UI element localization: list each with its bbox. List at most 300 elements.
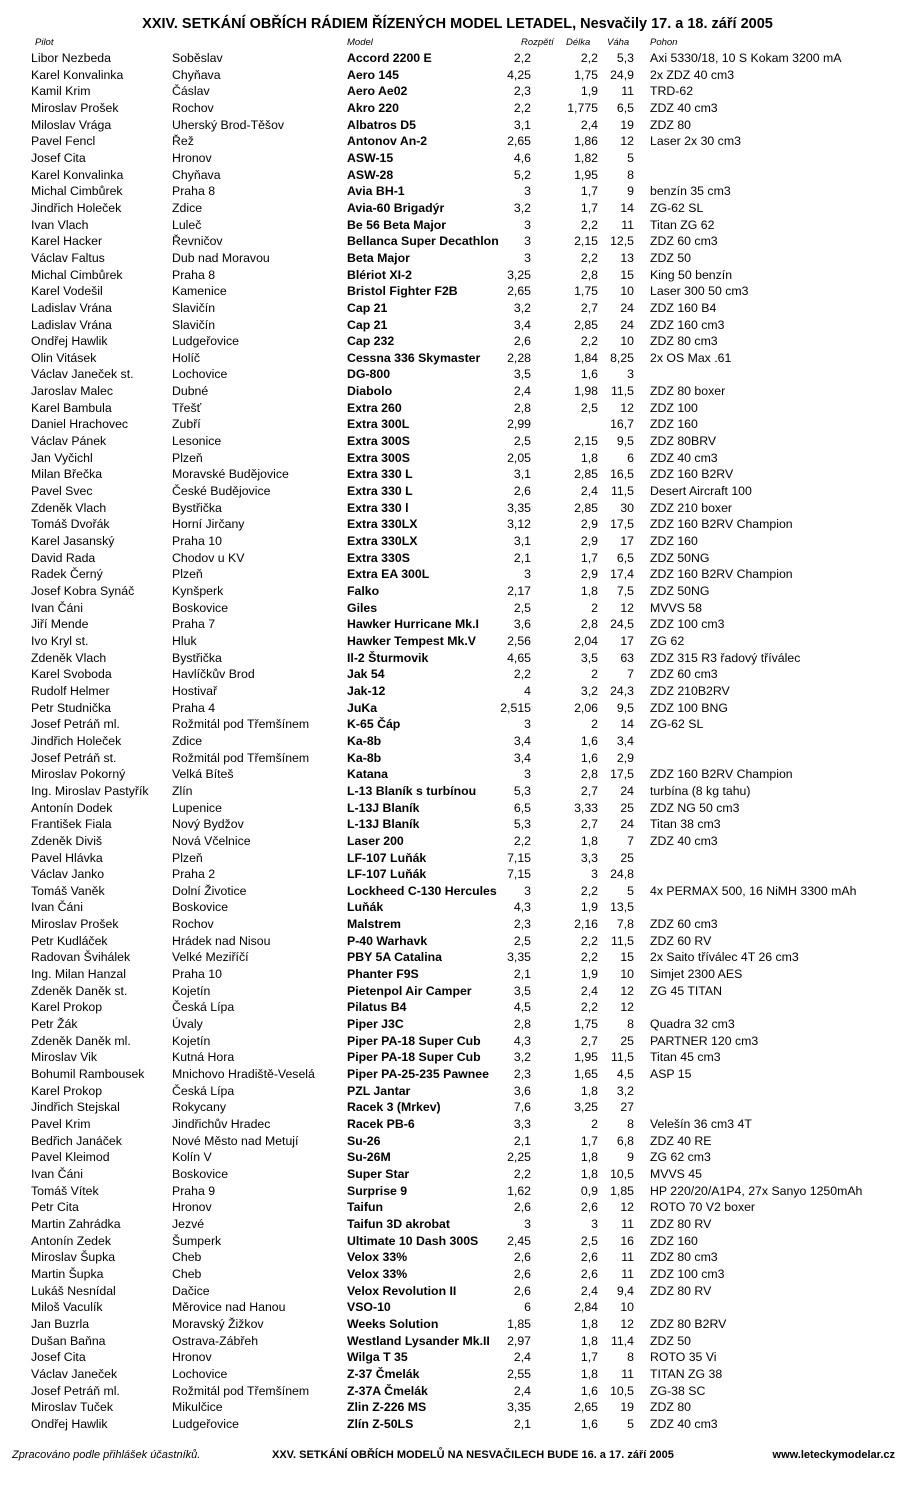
pilot-cell: Miroslav Prošek [31, 100, 119, 115]
span-cell: 3,6 [513, 617, 531, 632]
weight-cell: 24 [620, 783, 634, 798]
weight-cell: 10 [620, 1300, 634, 1315]
engine-cell: ZG 62 [650, 633, 685, 648]
model-cell: Blériot XI-2 [347, 267, 412, 282]
span-cell: 3,35 [507, 1400, 531, 1415]
length-cell: 2,06 [574, 700, 598, 715]
model-cell: P-40 Warhavk [347, 933, 428, 948]
model-cell: VSO-10 [347, 1300, 391, 1315]
length-cell: 1,775 [567, 100, 598, 115]
model-cell: Extra 330 l [347, 500, 409, 515]
weight-cell: 8 [627, 1350, 634, 1365]
pilot-cell: Petr Kudláček [31, 933, 108, 948]
pilot-cell: Zdeněk Daněk ml. [31, 1033, 131, 1048]
span-cell: 5,2 [513, 167, 531, 182]
engine-cell: ZDZ 40 cm3 [650, 100, 718, 115]
length-cell: 1,65 [574, 1067, 598, 1082]
table-row [0, 800, 915, 817]
model-cell: Extra EA 300L [347, 567, 430, 582]
pilot-cell: Petr Studnička [31, 700, 111, 715]
model-cell: Zlin Z-226 MS [347, 1400, 427, 1415]
engine-cell: ASP 15 [650, 1067, 692, 1082]
model-cell: Lockheed C-130 Hercules [347, 883, 497, 898]
engine-cell: ZDZ 100 [650, 400, 698, 415]
town-cell: Slavičín [172, 317, 216, 332]
span-cell: 2,6 [513, 484, 531, 499]
town-cell: Rochov [172, 917, 214, 932]
length-cell: 2 [591, 667, 598, 682]
model-cell: Be 56 Beta Major [347, 217, 447, 232]
span-cell: 2,8 [513, 400, 531, 415]
town-cell: Praha 7 [172, 617, 216, 632]
town-cell: Rochov [172, 100, 214, 115]
model-cell: PZL Jantar [347, 1083, 411, 1098]
weight-cell: 12 [620, 400, 634, 415]
weight-cell: 11,4 [610, 1333, 634, 1348]
length-cell: 2,7 [580, 817, 598, 832]
engine-cell: ZDZ 60 RV [650, 933, 712, 948]
span-cell: 3,3 [513, 1117, 531, 1131]
town-cell: Ostrava-Zábřeh [172, 1333, 259, 1348]
weight-cell: 4,5 [616, 1067, 634, 1082]
footer [0, 1449, 915, 1465]
town-cell: Praha 9 [172, 1183, 216, 1198]
length-cell: 1,7 [580, 184, 598, 199]
weight-cell: 19 [620, 117, 634, 132]
pilot-cell: David Rada [31, 550, 96, 565]
weight-cell: 10 [620, 967, 634, 982]
pilot-cell: Miloslav Vrága [31, 117, 112, 132]
pilot-cell: Olin Vitásek [31, 350, 97, 365]
model-cell: Ka-8b [347, 733, 382, 748]
town-cell: Chyňava [172, 167, 221, 182]
town-cell: Rožmitál pod Třemšínem [172, 750, 310, 765]
length-cell: 3,5 [580, 650, 598, 665]
model-cell: Extra 330 L [347, 467, 413, 482]
span-cell: 3,2 [513, 200, 531, 215]
weight-cell: 10 [620, 334, 634, 349]
model-cell: L-13 Blaník s turbínou [347, 783, 477, 798]
engine-cell: ZDZ 160 [650, 417, 698, 432]
weight-cell: 11,5 [610, 484, 634, 499]
pilot-cell: Michal Cimbůrek [31, 267, 123, 282]
weight-cell: 12 [620, 1316, 634, 1331]
pilot-cell: Radovan Švihálek [31, 950, 131, 965]
length-cell: 3,33 [574, 800, 598, 815]
town-cell: Zlín [172, 783, 193, 798]
length-cell: 2,8 [580, 267, 598, 282]
pilot-cell: Pavel Kleimod [31, 1150, 110, 1165]
model-cell: Taifun [347, 1200, 383, 1215]
table-row [0, 1216, 915, 1233]
town-cell: Praha 8 [172, 267, 216, 282]
weight-cell: 17 [620, 633, 634, 648]
model-cell: Z-37 Čmelák [347, 1366, 420, 1381]
span-cell: 3,35 [507, 950, 531, 965]
engine-cell: ROTO 70 V2 boxer [650, 1200, 756, 1215]
engine-cell: ZDZ 100 BNG [650, 700, 728, 715]
span-cell: 5,3 [513, 817, 531, 832]
pilot-cell: Libor Nezbeda [31, 51, 111, 65]
table-row [0, 1299, 915, 1316]
table-row [0, 933, 915, 950]
pilot-cell: Ondřej Hawlik [31, 334, 108, 349]
length-cell: 2,6 [580, 1266, 598, 1281]
length-cell: 1,9 [580, 900, 598, 915]
town-cell: Cheb [172, 1250, 202, 1265]
table-row [0, 766, 915, 783]
table-row [0, 516, 915, 533]
table-row [0, 550, 915, 567]
pilot-cell: Zdeněk Vlach [31, 650, 107, 665]
town-cell: Mnichovo Hradiště-Veselá [172, 1067, 315, 1082]
model-cell: Westland Lysander Mk.II [347, 1333, 490, 1348]
engine-cell: ZDZ 100 cm3 [650, 1266, 725, 1281]
model-cell: Avia-60 Brigadýr [347, 200, 445, 215]
model-cell: PBY 5A Catalina [347, 950, 442, 965]
town-cell: Rožmitál pod Třemšínem [172, 1383, 310, 1398]
span-cell: 2,5 [513, 933, 531, 948]
town-cell: Boskovice [172, 1166, 229, 1181]
weight-cell: 11 [621, 1250, 634, 1265]
weight-cell: 3,4 [616, 733, 634, 748]
weight-cell: 24 [620, 317, 634, 332]
pilot-cell: Václav Janko [31, 867, 105, 882]
header-model: Model [347, 37, 373, 48]
footer-website[interactable]: www.leteckymodelar.cz [772, 1449, 895, 1461]
weight-cell: 11 [621, 1266, 634, 1281]
model-cell: DG-800 [347, 367, 391, 382]
weight-cell: 24 [620, 817, 634, 832]
engine-cell: Quadra 32 cm3 [650, 1017, 735, 1032]
span-cell: 2,2 [513, 100, 531, 115]
model-cell: Extra 300L [347, 417, 410, 432]
length-cell: 2,7 [580, 783, 598, 798]
span-cell: 4,3 [513, 1033, 531, 1048]
table-row [0, 700, 915, 717]
table-row [0, 616, 915, 633]
table-row [0, 1049, 915, 1066]
table-row [0, 250, 915, 267]
weight-cell: 14 [620, 200, 634, 215]
length-cell: 2,8 [580, 767, 598, 782]
engine-cell: ROTO 35 Vi [650, 1350, 717, 1365]
table-row [0, 133, 915, 150]
span-cell: 2,1 [513, 1416, 531, 1431]
engine-cell: Titan 38 cm3 [650, 817, 721, 832]
span-cell: 3,6 [513, 1083, 531, 1098]
table-row [0, 833, 915, 850]
length-cell: 1,9 [580, 967, 598, 982]
town-cell: Hluk [172, 633, 197, 648]
table-row [0, 983, 915, 1000]
length-cell: 0,9 [580, 1183, 598, 1198]
span-cell: 3,12 [507, 517, 531, 532]
weight-cell: 8,25 [610, 350, 634, 365]
town-cell: Plzeň [172, 850, 203, 865]
model-cell: Avia BH-1 [347, 184, 405, 199]
span-cell: 3,35 [507, 500, 531, 515]
table-row [0, 117, 915, 134]
town-cell: Velké Meziříčí [172, 950, 249, 965]
engine-cell: ZDZ 40 RE [650, 1133, 712, 1148]
pilot-cell: Karel Hacker [31, 234, 103, 249]
span-cell: 2,65 [507, 134, 531, 149]
length-cell: 1,8 [580, 1083, 598, 1098]
length-cell: 1,75 [574, 1017, 598, 1032]
pilot-cell: Karel Prokop [31, 1083, 103, 1098]
model-cell: Piper J3C [347, 1017, 404, 1032]
model-cell: L-13J Blaník [347, 800, 420, 815]
town-cell: Bystřička [172, 500, 222, 515]
model-cell: Su-26M [347, 1150, 391, 1165]
participant-table [0, 50, 915, 1432]
engine-cell: ZDZ 80 [650, 1400, 691, 1415]
model-cell: Cap 21 [347, 300, 388, 315]
length-cell: 1,6 [580, 750, 598, 765]
pilot-cell: Radek Černý [31, 567, 103, 582]
span-cell: 2,6 [513, 1250, 531, 1265]
table-row [0, 566, 915, 583]
model-cell: Cap 21 [347, 317, 388, 332]
table-row [0, 466, 915, 483]
table-row [0, 1366, 915, 1383]
table-row [0, 1033, 915, 1050]
model-cell: Jak-12 [347, 683, 386, 698]
town-cell: Zdice [172, 200, 203, 215]
length-cell: 2,4 [580, 1283, 598, 1298]
model-cell: Extra 330LX [347, 517, 418, 532]
engine-cell: ZDZ 80 RV [650, 1216, 712, 1231]
footer-note: Zpracováno podle přihlášek účastníků. [12, 1449, 201, 1461]
weight-cell: 11,5 [610, 933, 634, 948]
table-row [0, 167, 915, 184]
engine-cell: Simjet 2300 AES [650, 967, 743, 982]
pilot-cell: Karel Jasanský [31, 534, 115, 549]
table-row [0, 300, 915, 317]
table-row [0, 583, 915, 600]
engine-cell: ZG-62 SL [650, 200, 704, 215]
table-row [0, 100, 915, 117]
weight-cell: 11,5 [610, 384, 634, 399]
weight-cell: 24,5 [610, 617, 634, 632]
town-cell: Chyňava [172, 67, 221, 82]
pilot-cell: Bedřich Janáček [31, 1133, 122, 1148]
weight-cell: 5 [627, 1416, 634, 1431]
table-row [0, 716, 915, 733]
weight-cell: 16 [620, 1233, 634, 1248]
weight-cell: 11 [621, 217, 634, 232]
span-cell: 2,3 [513, 917, 531, 932]
table-row [0, 1066, 915, 1083]
pilot-cell: Karel Bambula [31, 400, 112, 415]
table-row [0, 866, 915, 883]
engine-cell: ZDZ 80 [650, 117, 691, 132]
pilot-cell: Jindřich Holeček [31, 200, 122, 215]
town-cell: Velká Bíteš [172, 767, 234, 782]
weight-cell: 15 [620, 267, 634, 282]
length-cell: 2,15 [574, 434, 598, 449]
model-cell: Zlín Z-50LS [347, 1416, 414, 1431]
weight-cell: 3 [627, 367, 634, 382]
weight-cell: 12 [620, 600, 634, 615]
engine-cell: ZDZ 160 B2RV Champion [650, 517, 793, 532]
engine-cell: ZDZ 40 cm3 [650, 833, 718, 848]
pilot-cell: Ivo Kryl st. [31, 633, 89, 648]
town-cell: Dubné [172, 384, 209, 399]
model-cell: Velox Revolution II [347, 1283, 457, 1298]
weight-cell: 17,5 [610, 517, 634, 532]
table-row [0, 683, 915, 700]
model-cell: Ka-8b [347, 750, 382, 765]
pilot-cell: Josef Petráň st. [31, 750, 117, 765]
model-cell: Taifun 3D akrobat [347, 1216, 450, 1231]
pilot-cell: Petr Žák [31, 1017, 78, 1032]
footer-announcement: XXV. SETKÁNÍ OBŘÍCH MODELŮ NA NESVAČILECH BUDE 16. a 17. září 2005 [272, 1449, 674, 1461]
model-cell: Extra 330LX [347, 534, 418, 549]
span-cell: 2,3 [513, 1067, 531, 1082]
table-row [0, 1116, 915, 1133]
pilot-cell: Karel Prokop [31, 1000, 103, 1015]
engine-cell: ZDZ 80 RV [650, 1283, 712, 1298]
weight-cell: 63 [620, 650, 634, 665]
column-headers [0, 37, 915, 49]
weight-cell: 17,5 [610, 767, 634, 782]
model-cell: ASW-28 [347, 167, 394, 182]
span-cell: 3,25 [507, 267, 531, 282]
length-cell: 3 [591, 867, 598, 882]
engine-cell: Axi 5330/18, 10 S Kokam 3200 mA [650, 51, 842, 65]
span-cell: 3 [524, 1216, 531, 1231]
length-cell: 2,2 [580, 950, 598, 965]
pilot-cell: Josef Cita [31, 1350, 86, 1365]
town-cell: Čáslav [172, 84, 210, 99]
pilot-cell: Jindřich Stejskal [31, 1100, 120, 1115]
table-row [0, 1283, 915, 1300]
pilot-cell: Josef Petráň ml. [31, 1383, 120, 1398]
town-cell: Ludgeřovice [172, 1416, 239, 1431]
table-row [0, 949, 915, 966]
town-cell: Lesonice [172, 434, 222, 449]
model-cell: Beta Major [347, 250, 410, 265]
length-cell: 2,85 [574, 467, 598, 482]
span-cell: 5,3 [513, 783, 531, 798]
model-cell: Piper PA-25-235 Pawnee [347, 1067, 489, 1082]
model-cell: Pietenpol Air Camper [347, 983, 472, 998]
pilot-cell: Josef Kobra Synáč [31, 584, 135, 598]
town-cell: Česká Lípa [172, 1083, 235, 1098]
model-cell: LF-107 Luňák [347, 867, 427, 882]
town-cell: Nový Bydžov [172, 817, 244, 832]
weight-cell: 9,4 [616, 1283, 634, 1298]
town-cell: Kolín V [172, 1150, 212, 1165]
model-cell: Weeks Solution [347, 1316, 439, 1331]
weight-cell: 12 [620, 983, 634, 998]
length-cell: 2,7 [580, 1033, 598, 1048]
town-cell: Hostivař [172, 683, 218, 698]
length-cell: 1,6 [580, 367, 598, 382]
pilot-cell: Miloš Vaculík [31, 1300, 103, 1315]
pilot-cell: Zdeněk Daněk st. [31, 983, 128, 998]
weight-cell: 24 [620, 300, 634, 315]
span-cell: 6,5 [513, 800, 531, 815]
model-cell: Extra 300S [347, 450, 410, 465]
length-cell: 2,4 [580, 983, 598, 998]
length-cell: 1,75 [574, 67, 598, 82]
engine-cell: Laser 2x 30 cm3 [650, 134, 741, 149]
engine-cell: ZDZ 80 boxer [650, 384, 726, 399]
weight-cell: 5 [627, 883, 634, 898]
town-cell: Rokycany [172, 1100, 226, 1115]
table-row [0, 1183, 915, 1200]
town-cell: Kamenice [172, 284, 227, 299]
engine-cell: TRD-62 [650, 84, 694, 99]
span-cell: 2,1 [513, 967, 531, 982]
town-cell: Kojetín [172, 1033, 211, 1048]
table-row [0, 350, 915, 367]
pilot-cell: Bohumil Rambousek [31, 1067, 145, 1082]
pilot-cell: Jan Buzrla [31, 1316, 90, 1331]
engine-cell: ZDZ 315 R3 řadový tříválec [650, 650, 801, 665]
engine-cell: MVVS 45 [650, 1166, 702, 1181]
span-cell: 2,25 [507, 1150, 531, 1165]
header-engine: Pohon [650, 37, 678, 48]
table-row [0, 317, 915, 334]
weight-cell: 24,8 [610, 867, 634, 882]
model-cell: Luňák [347, 900, 384, 915]
pilot-cell: Antonín Dodek [31, 800, 113, 815]
town-cell: Zubří [172, 417, 201, 432]
span-cell: 4 [524, 683, 531, 698]
length-cell: 2,85 [574, 500, 598, 515]
town-cell: Luleč [172, 217, 202, 232]
town-cell: Česká Lípa [172, 1000, 235, 1015]
engine-cell: Laser 300 50 cm3 [650, 284, 749, 299]
town-cell: Moravské Budějovice [172, 467, 289, 482]
length-cell: 1,8 [580, 450, 598, 465]
town-cell: Kutná Hora [172, 1050, 235, 1065]
span-cell: 4,6 [513, 150, 531, 165]
town-cell: Moravský Žižkov [172, 1316, 264, 1331]
table-row [0, 1099, 915, 1116]
model-cell: LF-107 Luňák [347, 850, 427, 865]
weight-cell: 11 [621, 1366, 634, 1381]
table-row [0, 433, 915, 450]
span-cell: 3,1 [513, 534, 531, 549]
weight-cell: 16,7 [610, 417, 634, 432]
span-cell: 2,55 [507, 1366, 531, 1381]
pilot-cell: Zdeněk Vlach [31, 500, 107, 515]
weight-cell: 25 [620, 1033, 634, 1048]
town-cell: Lochovice [172, 1366, 228, 1381]
model-cell: Jak 54 [347, 667, 385, 682]
span-cell: 3 [524, 250, 531, 265]
engine-cell: TITAN ZG 38 [650, 1366, 723, 1381]
length-cell: 3 [591, 1216, 598, 1231]
length-cell: 1,8 [580, 1366, 598, 1381]
town-cell: Soběslav [172, 51, 223, 65]
table-row [0, 966, 915, 983]
pilot-cell: Ondřej Hawlik [31, 1416, 108, 1431]
model-cell: Ultimate 10 Dash 300S [347, 1233, 479, 1248]
span-cell: 4,25 [507, 67, 531, 82]
model-cell: Antonov An-2 [347, 134, 428, 149]
engine-cell: ZDZ 80 cm3 [650, 334, 718, 349]
length-cell: 3,3 [580, 850, 598, 865]
pilot-cell: Ivan Čáni [31, 900, 83, 915]
town-cell: Boskovice [172, 600, 229, 615]
model-cell: Cessna 336 Skymaster [347, 350, 481, 365]
